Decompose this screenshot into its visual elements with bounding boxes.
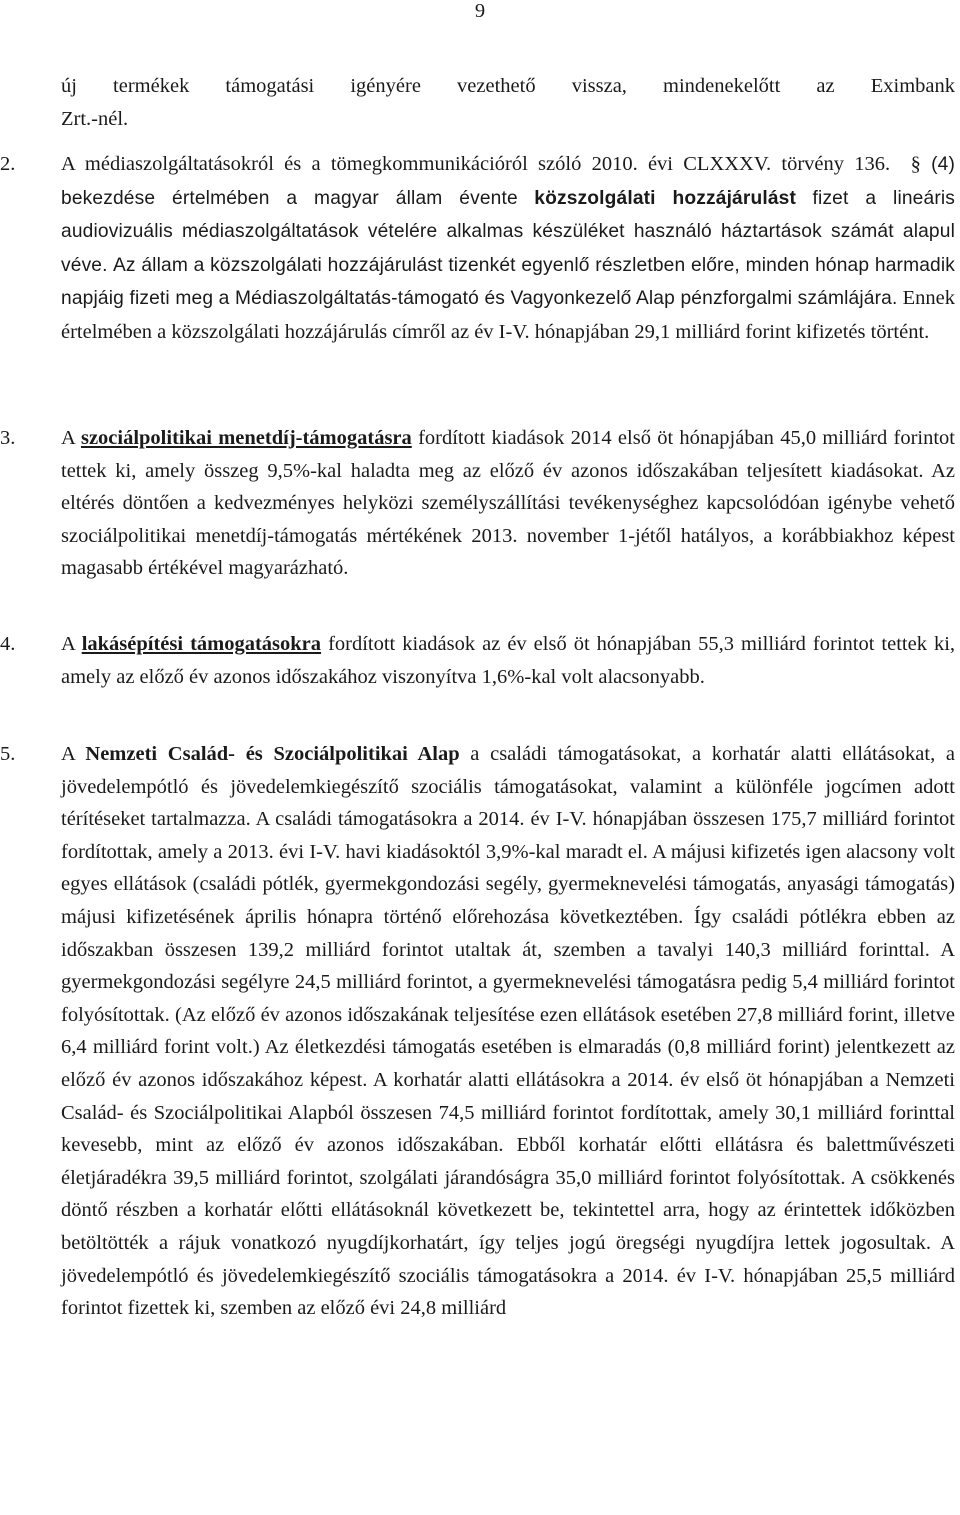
- item-3-text: fordított kiadások 2014 első öt hónapjában 45,0 milliárd forintot tettek ki, amely összeg 9,5%-kal haladta meg az előző év azonos időszakában teljesített kiadásokat. Az eltérés döntően a kedvezményes helyközi személyszállítási tevékenységhez kapcsolódóan igénybe vehető szociálpolitikai menetdíj-támogatás mértékének 2013. november 1-jétől hatályos, a korábbiakhoz képest magasabb értékével magyarázható.: [61, 427, 956, 580]
- item-2-text-e: Ennek értelmében a közszolgálati hozzájárulás címről az év I-V. hónapjában 29,1 milliárd forint kifizetés történt.: [61, 287, 955, 343]
- intro-line-1: új termékek támogatási igényére vezethető vissza, mindenekelőtt az Eximbank: [61, 75, 955, 97]
- item-5-text: a családi támogatásokat, a korhatár alatti ellátásokat, a jövedelempótló és jövedelemkiegészítő szociális támogatásokat, valamint a különféle jogcímen adott térítéseket tartalmazza. A családi támogatásokra a 2014. év I-V. hónapjában összesen 175,7 milliárd forintot fordítottak, amely a 2013. évi I-V. havi kiadásoktól 3,9%-kal maradt el. A májusi kifizetés igen alacsony volt egyes ellátások (családi pótlék, gyermekgondozási segély, gyermeknevelési támogatás, anyasági támogatás) májusi kifizetésének április hónapra történő előrehozása következtében. Így családi pótlékra ebben az időszakban összesen 139,2 milliárd forintot utaltak át, szemben a tavalyi 140,3 milliárd forinttal. A gyermekgondozási segélyre 24,5 milliárd forintot, a gyermeknevelési támogatásra pedig 5,4 milliárd forintot folyósítottak. (Az előző év azonos időszakának teljesítése ezen ellátások esetében 27,8 milliárd forint, illetve 6,4 milliárd forint volt.) Az életkezdési támogatás esetében is elmaradás (0,8 milliárd forint) jelentkezett az előző év azonos időszakához képest. A korhatár alatti ellátásokra a 2014. év első öt hónapjában a Nemzeti Család- és Szociálpolitikai Alapból összesen 74,5 milliárd forintot fordítottak, amely 30,1 milliárd forinttal kevesebb, mint az előző év azonos időszakában. Ebből korhatár előtti ellátásra és balettművészeti életjáradékra 39,5 milliárd forintot, szolgálati járandóságra 35,0 milliárd forintot folyósítottak. A csökkenés döntő részben a korhatár előtti ellátásoknál következett be, tekintettel arra, hogy az érintettek időközben betöltötték a rájuk vonatkozó nyugdíjkorhatárt, így teljes jogú öregségi nyugdíjra lettek jogosultak. A jövedelempótló és jövedelemkiegészítő szociális támogatásokra a 2014. év I-V. hónapjában 25,5 milliárd forintot fizettek ki, szemben az előző évi 24,8 milliárd: [61, 743, 955, 1320]
- intro-line-2: Zrt.-nél.: [61, 107, 129, 130]
- item-3-lead: A: [61, 427, 75, 449]
- item-4-bold-term: lakásépítési támogatásokra: [81, 633, 322, 655]
- item-2-text-b: (4) bekezdése értelmében a magyar állam évente: [61, 154, 956, 209]
- item-4-text: fordított kiadások az év első öt hónapjában 55,3 milliárd forintot tettek ki, amely az előző év azonos időszakához viszonyítva 1,6%-kal volt alacsonyabb.: [61, 633, 956, 688]
- item-4-lead: A: [61, 633, 75, 655]
- item-number: 3.: [0, 427, 16, 449]
- item-5-bold-term: Nemzeti Család- és Szociálpolitikai Alap: [85, 743, 460, 765]
- section-sign: §: [910, 153, 921, 175]
- page-number: 9: [474, 0, 486, 22]
- item-5-lead: A: [61, 743, 75, 765]
- item-2-bold-term: közszolgálati hozzájárulást: [534, 187, 797, 209]
- item-number: 5.: [0, 743, 16, 765]
- item-2-text-c: fizet a lineáris audiovizuális médiaszolgáltatások vételére alkalmas készüléket használó háztartások számát alapul véve.: [61, 187, 956, 276]
- item-3-bold-term: szociálpolitikai menetdíj-támogatásra: [80, 427, 412, 449]
- item-2-text-d: Az állam a közszolgálati hozzájárulást tizenkét egyenlő részletben előre, minden hónap harmadik napjáig fizeti meg a Médiaszolgáltatás-támogató és Vagyonkezelő Alap pénzforgalmi számlájára.: [61, 254, 956, 310]
- item-number: 4.: [0, 633, 16, 655]
- list-item-5: [0, 738, 955, 1325]
- list-item-3: [0, 422, 955, 585]
- item-number: 2.: [0, 153, 16, 175]
- item-2-text-a: A médiaszolgáltatásokról és a tömegkommunikációról szóló 2010. évi CLXXXV. törvény 136.: [61, 153, 891, 175]
- list-item-4: [0, 628, 955, 693]
- list-item-2: [0, 148, 955, 349]
- intro-paragraph: [61, 70, 955, 135]
